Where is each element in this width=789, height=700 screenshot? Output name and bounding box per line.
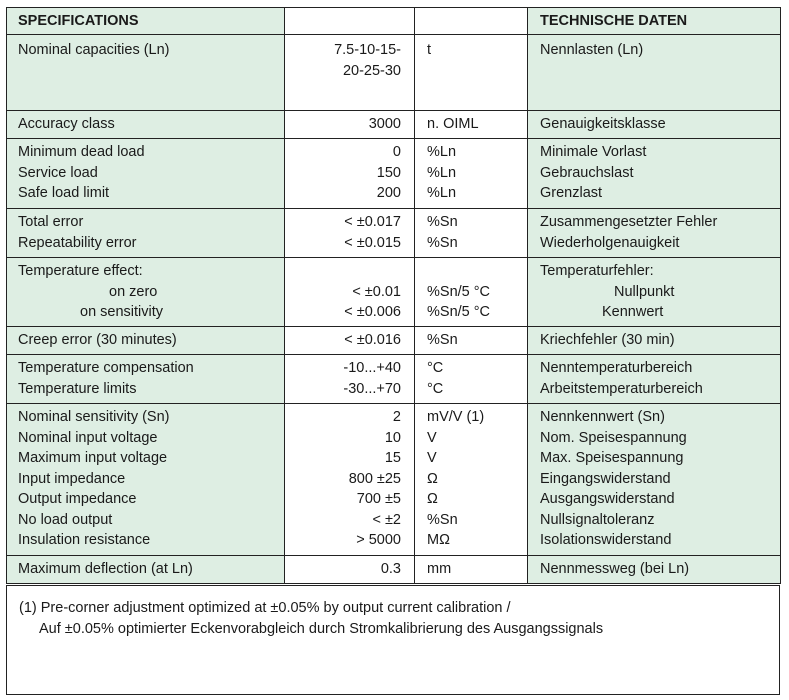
spec-label-de: Nennkennwert (Sn): [540, 409, 665, 425]
spec-label: Insulation resistance: [18, 532, 151, 548]
spec-label-de: Temperaturfehler:: [540, 263, 654, 279]
spec-unit: t: [427, 42, 432, 58]
footnote-box: [6, 585, 780, 695]
spec-label: Temperature limits: [18, 380, 137, 397]
spec-group-creep: [7, 327, 781, 355]
spec-value: > 5000: [356, 532, 401, 548]
spec-unit: V: [427, 450, 437, 466]
spec-label: Output impedance: [18, 491, 137, 507]
spec-group-capacities: [7, 35, 781, 111]
spec-value: 10: [384, 429, 401, 446]
spec-label: Total error: [18, 214, 84, 230]
spec-label-de: Nennmessweg (bei Ln): [540, 561, 690, 577]
spec-unit: mm: [427, 561, 452, 577]
spec-label-de: Nullsignaltoleranz: [540, 511, 655, 528]
spec-label: Temperature compensation: [18, 360, 194, 376]
spec-label-de: Isolationswiderstand: [540, 532, 672, 548]
spec-value: < ±0.015: [344, 234, 401, 251]
spec-unit: %Sn: [427, 332, 458, 348]
spec-label: Repeatability error: [18, 234, 137, 251]
spec-unit: V: [427, 429, 437, 446]
spec-label-de: Max. Speisespannung: [540, 450, 684, 466]
spec-label: Creep error (30 minutes): [18, 332, 177, 348]
spec-value: < ±0.006: [344, 304, 401, 320]
spec-unit: MΩ: [427, 532, 450, 548]
spec-label-de: Nennlasten (Ln): [540, 42, 644, 58]
spec-label-de: Arbeitstemperaturbereich: [540, 380, 703, 397]
spec-value: 20-25-30: [342, 62, 401, 79]
spec-label-de: Nom. Speisespannung: [540, 429, 687, 446]
spec-label-de: Zusammengesetzter Fehler: [540, 214, 718, 230]
spec-label: on sensitivity: [80, 304, 164, 320]
header-specifications: SPECIFICATIONS: [7, 8, 285, 35]
spec-group-errors: [7, 209, 781, 258]
spec-value: 150: [376, 164, 401, 181]
spec-label: Nominal input voltage: [18, 429, 158, 446]
spec-unit: Ω: [427, 491, 438, 507]
spec-unit: %Sn: [427, 214, 458, 230]
spec-label-de: Kennwert: [602, 304, 664, 320]
spec-value: 0.3: [380, 561, 401, 577]
spec-value: 0: [392, 144, 401, 160]
spec-value: 200: [376, 185, 401, 201]
spec-value: < ±2: [372, 511, 401, 528]
spec-group-temperature-effect: [7, 258, 781, 327]
spec-label-de: Nullpunkt: [614, 283, 675, 300]
header-unit-column: [415, 8, 528, 35]
spec-group-temperature-ranges: [7, 355, 781, 404]
footnote-line-2: Auf ±0.05% optimierter Eckenvorabgleich durch Stromkalibrierung des Ausgangssignals: [39, 620, 604, 637]
spec-label: Safe load limit: [18, 185, 110, 201]
spec-label-de: Minimale Vorlast: [540, 144, 647, 160]
spec-label: Nominal sensitivity (Sn): [18, 409, 170, 425]
table-header-row: [7, 8, 781, 35]
spec-value: -10...+40: [343, 360, 401, 376]
spec-label: Service load: [18, 164, 98, 181]
spec-label-de: Grenzlast: [540, 185, 603, 201]
spec-label: Maximum input voltage: [18, 450, 168, 466]
spec-label: No load output: [18, 511, 113, 528]
spec-value: -30...+70: [343, 380, 401, 397]
specifications-table: [6, 7, 781, 584]
spec-label: Input impedance: [18, 470, 126, 487]
spec-unit: °C: [427, 360, 444, 376]
spec-label-de: Nenntemperaturbereich: [540, 360, 693, 376]
spec-group-deflection: [7, 556, 781, 584]
spec-label: Temperature effect:: [18, 263, 143, 279]
spec-unit: Ω: [427, 470, 438, 487]
spec-label: on zero: [109, 283, 158, 300]
spec-value: < ±0.017: [344, 214, 401, 230]
spec-value: 7.5-10-15-: [334, 42, 401, 58]
spec-group-electrical: [7, 404, 781, 556]
spec-unit: n. OIML: [427, 116, 479, 132]
spec-label-de: Wiederholgenauigkeit: [540, 234, 680, 251]
spec-unit: mV/V (1): [427, 409, 485, 425]
header-technische-daten: TECHNISCHE DATEN: [528, 8, 781, 35]
spec-unit: %Sn/5 °C: [427, 304, 491, 320]
spec-value: 800 ±25: [348, 470, 401, 487]
header-value-column: [285, 8, 415, 35]
spec-unit: %Ln: [427, 185, 457, 201]
spec-value: 3000: [368, 116, 401, 132]
spec-value: 2: [392, 409, 401, 425]
spec-unit: %Sn: [427, 234, 458, 251]
spec-label-de: Genauigkeitsklasse: [540, 116, 666, 132]
spec-label: Nominal capacities (Ln): [18, 42, 170, 58]
spec-label-de: Eingangswiderstand: [540, 470, 671, 487]
spec-unit: [427, 261, 527, 282]
spec-value: [285, 261, 401, 282]
spec-unit: %Sn/5 °C: [427, 283, 491, 300]
footnote-line-1: (1) Pre-corner adjustment optimized at ±0.05% by output current calibration /: [19, 600, 511, 616]
spec-label-de: Ausgangswiderstand: [540, 491, 675, 507]
spec-value: 700 ±5: [356, 491, 401, 507]
spec-label: Accuracy class: [18, 116, 115, 132]
spec-value: < ±0.01: [352, 283, 401, 300]
spec-value: < ±0.016: [344, 332, 401, 348]
spec-label-de: Kriechfehler (30 min): [540, 332, 675, 348]
spec-label-de: Gebrauchslast: [540, 164, 634, 181]
spec-unit: °C: [427, 380, 444, 397]
spec-group-loads: [7, 139, 781, 209]
spec-label: Maximum deflection (at Ln): [18, 561, 193, 577]
spec-group-accuracy: [7, 111, 781, 139]
spec-value: 15: [384, 450, 401, 466]
spec-unit: %Sn: [427, 511, 458, 528]
spec-unit: %Ln: [427, 164, 457, 181]
spec-label: Minimum dead load: [18, 144, 145, 160]
spec-unit: %Ln: [427, 144, 457, 160]
